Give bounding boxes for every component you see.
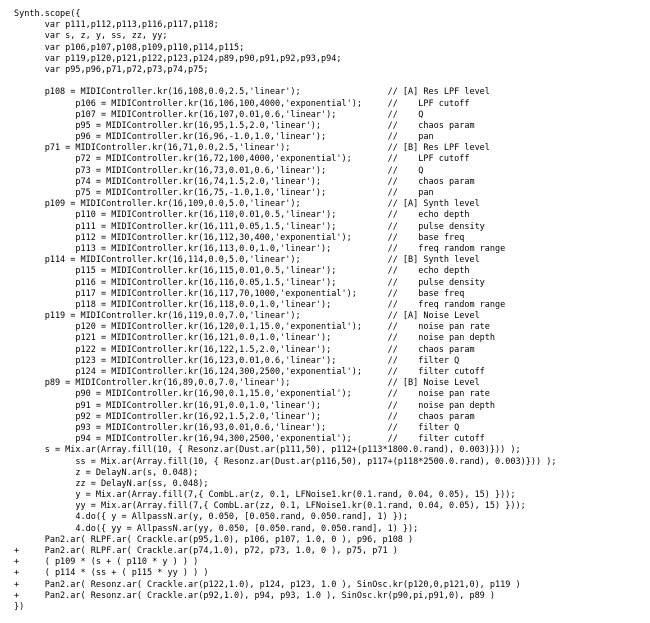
code-line: p121 = MIDIController.kr(16,121,0.0,1.0,'linear'); // noise pan depth (14, 333, 496, 344)
code-line: p95 = MIDIController.kr(16,95,1.5,2.0,'linear'); // chaos param (14, 120, 475, 131)
code-line: p106 = MIDIController.kr(16,106,100,4000,'exponential'); // LPF cutoff (14, 98, 470, 109)
code-line: p124 = MIDIController.kr(16,124,300,2500,'exponential'); // filter cutoff (14, 367, 485, 377)
code-line: p120 = MIDIController.kr(16,120,0.1,15.0,'exponential'); // noise pan rate (14, 322, 490, 333)
code-line: p92 = MIDIController.kr(16,92,1.5,2.0,'linear'); // chaos param (14, 411, 475, 422)
code-listing[interactable] (14, 9, 556, 613)
code-line: Pan2.ar( RLPF.ar( Crackle.ar(p95,1.0), p106, p107, 1.0, 0 ), p96, p108 ) (14, 534, 414, 545)
code-line: p108 = MIDIController.kr(16,108,0.0,2.5,'linear'); // [A] Res LPF level (14, 87, 490, 98)
code-line: yy = Mix.ar(Array.fill(7,{ CombL.ar(zz, 0.1, LFNoise1.kr(0.1.rand, 0.04, 0.05), 15) })); (14, 501, 526, 512)
code-line: p117 = MIDIController.kr(16,117,70,1000,'exponential'); // base freq (14, 288, 465, 299)
code-line: p96 = MIDIController.kr(16,96,-1.0,1.0,'linear'); // pan (14, 132, 434, 143)
code-line: p111 = MIDIController.kr(16,111,0.05,1.5,'linear'); // pulse density (14, 221, 485, 232)
code-line: p89 = MIDIController.kr(16,89,0.0,7.0,'linear'); // [B] Noise Level (14, 378, 480, 389)
code-line: p107 = MIDIController.kr(16,107,0.01,0.6,'linear'); // Q (14, 109, 424, 120)
code-line: z = DelayN.ar(s, 0.048); (14, 467, 199, 478)
code-line: p73 = MIDIController.kr(16,73,0.01,0.6,'linear'); // Q (14, 165, 424, 176)
code-line: var s, z, y, ss, zz, yy; (14, 31, 168, 42)
code-line: 4.do({ yy = AllpassN.ar(yy, 0.050, [0.050.rand, 0.050.rand], 1) }); (14, 523, 419, 534)
code-line: p119 = MIDIController.kr(16,119,0.0,7.0,'linear'); // [A] Noise Level (14, 311, 480, 322)
code-line: y = Mix.ar(Array.fill(7,{ CombL.ar(z, 0.1, LFNoise1.kr(0.1.rand, 0.04, 0.05), 15) })); (14, 490, 516, 501)
code-line: p75 = MIDIController.kr(16,75,-1.0,1.0,'linear'); // pan (14, 188, 434, 198)
code-line: + Pan2.ar( Resonz.ar( Crackle.ar(p122,1.0), p124, p123, 1.0 ), SinOsc.kr(p120,0,p121,0), p119 ) (14, 579, 521, 590)
code-line: var p95,p96,p71,p72,p73,p74,p75; (14, 64, 209, 75)
code-line: p123 = MIDIController.kr(16,123,0.01,0.6,'linear'); // filter Q (14, 355, 460, 366)
code-line: p110 = MIDIController.kr(16,110,0.01,0.5,'linear'); // echo depth (14, 210, 470, 221)
code-line: p91 = MIDIController.kr(16,91,0.0,1.0,'linear'); // noise pan depth (14, 400, 496, 411)
code-line: p90 = MIDIController.kr(16,90,0.1,15.0,'exponential'); // noise pan rate (14, 389, 490, 400)
code-line: 4.do({ y = AllpassN.ar(y, 0.050, [0.050.rand, 0.050.rand], 1) }); (14, 512, 409, 523)
code-line: p114 = MIDIController.kr(16,114,0.0,5.0,'linear'); // [B] Synth level (14, 255, 480, 266)
code-line: + Pan2.ar( Resonz.ar( Crackle.ar(p92,1.0), p94, p93, 1.0 ), SinOsc.kr(p90,pi,p91,0), p89 ) (14, 590, 496, 601)
code-line: s = Mix.ar(Array.fill(10, { Resonz.ar(Dust.ar(p111,50), p112+(p113*1800.0.rand), 0.003)})) ); (14, 445, 521, 456)
code-line: + Pan2.ar( RLPF.ar( Crackle.ar(p74,1.0), p72, p73, 1.0, 0 ), p75, p71 ) (14, 546, 398, 556)
code-line: p122 = MIDIController.kr(16,122,1.5,2.0,'linear'); // chaos param (14, 344, 475, 355)
code-line: p72 = MIDIController.kr(16,72,100,4000,'exponential'); // LPF cutoff (14, 154, 470, 165)
code-line: Synth.scope({ (14, 9, 81, 19)
code-line: p94 = MIDIController.kr(16,94,300,2500,'exponential'); // filter cutoff (14, 434, 485, 445)
code-line: p93 = MIDIController.kr(16,93,0.01,0.6,'linear'); // filter Q (14, 422, 460, 433)
code-line (14, 76, 556, 87)
code-line: }) (14, 601, 25, 612)
code-line: p113 = MIDIController.kr(16,113,0.0,1.0,'linear'); // freq random range (14, 243, 506, 254)
code-line: + ( p114 * (ss + ( p115 * yy ) ) ) (14, 568, 209, 579)
code-line: p112 = MIDIController.kr(16,112,30,400,'exponential'); // base freq (14, 232, 465, 243)
code-line: var p111,p112,p113,p116,p117,p118; (14, 20, 219, 31)
code-line: p115 = MIDIController.kr(16,115,0.01,0.5,'linear'); // echo depth (14, 266, 470, 277)
code-line: p74 = MIDIController.kr(16,74,1.5,2.0,'linear'); // chaos param (14, 176, 475, 187)
code-line: p71 = MIDIController.kr(16,71,0.0,2.5,'linear'); // [B] Res LPF level (14, 143, 490, 154)
code-line: p109 = MIDIController.kr(16,109,0.0,5.0,'linear'); // [A] Synth level (14, 199, 480, 210)
code-line: var p106,p107,p108,p109,p110,p114,p115; (14, 42, 245, 53)
code-line: p116 = MIDIController.kr(16,116,0.05,1.5,'linear'); // pulse density (14, 277, 485, 288)
code-line: zz = DelayN.ar(ss, 0.048); (14, 478, 209, 489)
code-line: ss = Mix.ar(Array.fill(10, { Resonz.ar(Dust.ar(p116,50), p117+(p118*2500.0.rand), 0.003)})) ); (14, 456, 557, 467)
code-line: p118 = MIDIController.kr(16,118,0.0,1.0,'linear'); // freq random range (14, 299, 506, 310)
code-line: + ( p109 * (s + ( p110 * y ) ) ) (14, 557, 199, 568)
code-line: var p119,p120,p121,p122,p123,p124,p89,p90,p91,p92,p93,p94; (14, 53, 342, 64)
